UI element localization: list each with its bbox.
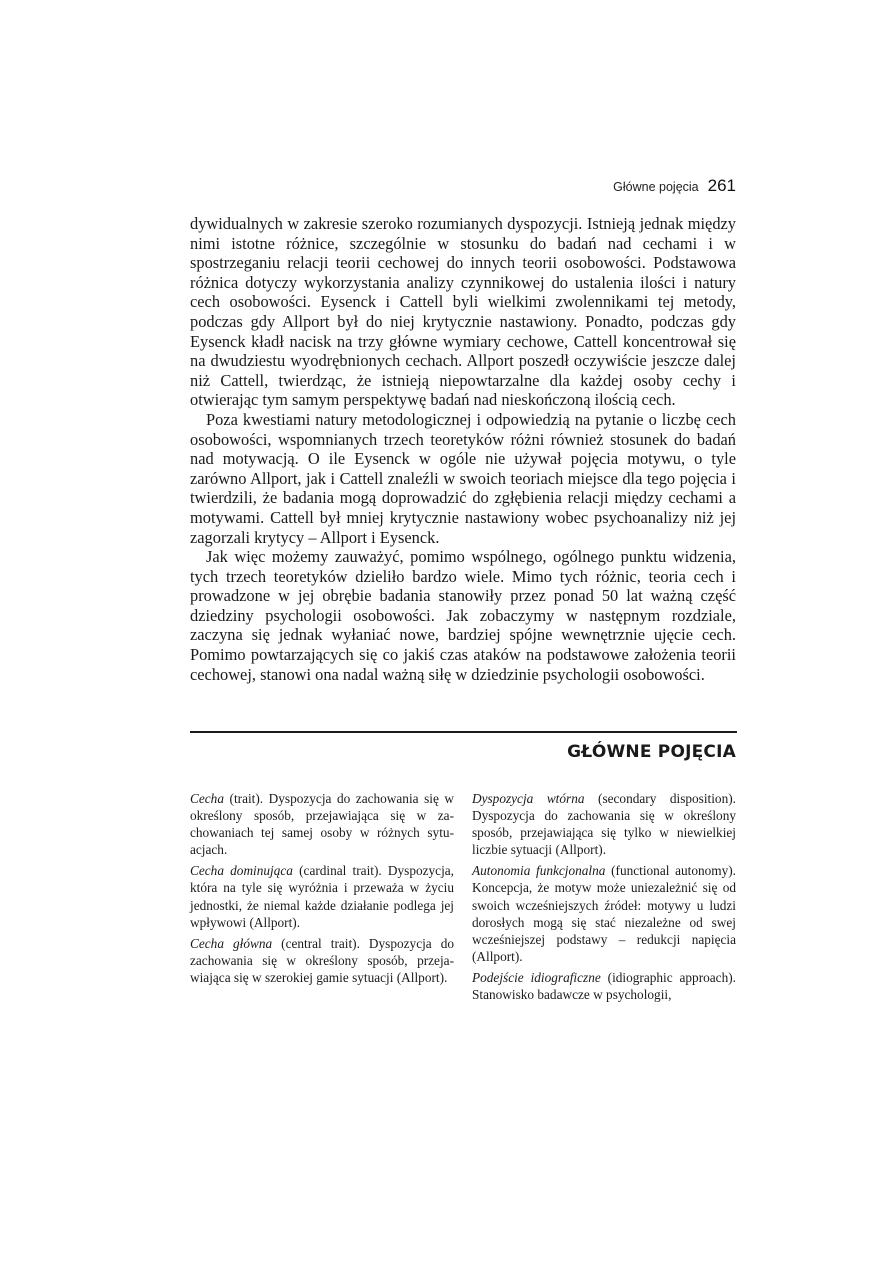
glossary-entry [472, 790, 736, 858]
body-paragraph: dywidualnych w zakresie szeroko rozumianych dyspozycji. Istnieją jednak między nimi istotne różnice, szczególnie w stosunku do badań nad cechami i w spostrzeganiu relacji teorii cechowej do innych teorii osobowości. Podstawowa różnica dotyczy wykorzystania analizy czynnikowej do ustalenia ilości i natury cech osobowości. Eysenck i Cattell byli wielkimi zwolennikami tej metody, podczas gdy Allport był do niej krytycznie nastawiony. Ponadto, podczas gdy Eysenck kładł nacisk na trzy główne wymiary cechowe, Cattell koncentrował się na dwudziestu wyodrębnionych cechach. Allport poszedł oczywiście jeszcze dalej niż Cattell, twierdząc, że istnieją niepowtarzalne dla każdej osoby cechy i otwierając tym samym perspektywę badań nad nieskończoną ilością cech. [190, 214, 736, 410]
glossary-term: Cecha główna [190, 935, 273, 951]
glossary-term: Cecha [190, 791, 224, 806]
glossary-entry [190, 862, 454, 930]
running-head-section: Główne pojęcia [613, 180, 699, 194]
glossary-term: Podejście idiograficzne [472, 969, 601, 985]
page-number: 261 [707, 176, 736, 195]
glossary-term: Cecha dominująca [190, 863, 293, 879]
body-paragraph: Poza kwestiami natury metodologicznej i odpowiedzią na pytanie o liczbę cech osobowości, wspomnianych trzech teoretyków różni również stosunek do badań nad motywacją. O ile Eysenck w ogóle nie używał pojęcia motywu, o tyle zarówno Allport, jak i Cattell znaleźli w swoich teoriach miejsce dla tego pojęcia i twierdzili, że badania mogą doprowadzić do zgłębienia relacji między cechami a motywami. Cattell był mniej krytycznie nastawiony wobec psychoanalizy niż jej zagorzali krytycy – Allport i Eysenck. [190, 409, 736, 547]
glossary-entry [472, 862, 736, 965]
glossary-definition: (secondary disposition). Dyspozycja do zachowania się w określony sposób, przejawiająca się tylko w niewielkiej liczbie sytuacji (Allport). [472, 791, 736, 858]
glossary-column-right [472, 790, 736, 1007]
glossary-heading: GŁÓWNE POJĘCIA [567, 742, 736, 762]
glossary-term: Dyspozycja wtórna [472, 791, 585, 806]
glossary-entry [190, 935, 454, 986]
glossary-definition: (cardinal trait). Dyspozycja, która na tyle się wyróżnia i przeważa w życiu jednostki, że niemal każde działanie podlega jej wpływowi (Allport). [190, 863, 454, 930]
glossary-entry [472, 969, 736, 1003]
glossary-definition: (idiographic approach). Stanowisko badawcze w psychologii, [472, 969, 736, 1003]
running-head [190, 176, 736, 196]
glossary-entry [190, 790, 454, 858]
glossary-definition: (functional autonomy). Koncepcja, że motyw może uniezależnić się od swoich wcześniejszych źródeł: motywy u ludzi dorosłych mogą się stać niezależne od swej wcześniejszej podstawy – redukcji napięcia (Allport). [472, 863, 737, 964]
glossary-term: Autonomia funkcjonalna [472, 863, 606, 879]
body-paragraph: Jak więc możemy zauważyć, pomimo wspólnego, ogólnego punktu widzenia, tych trzech teoretyków dzieliło bardzo wiele. Mimo tych różnic, teoria cech i prowadzone w jej obrębie badania stanowiły przez ponad 50 lat ważną część dziedziny psychologii osobowości. Jak zobaczymy w następnym rozdziale, zaczyna się jednak wyłaniać nowe, bardziej spójne wewnętrznie ujęcie cech. Pomimo powtarzających się co jakiś czas ataków na podstawowe założenia teorii cechowej, stanowi ona nadal ważną siłę w dziedzinie psychologii osobowości. [190, 547, 736, 684]
section-divider [190, 731, 737, 733]
glossary-column-left [190, 790, 454, 990]
glossary-definition: (trait). Dyspozycja do zachowania się w określony sposób, przejawiająca się w zachowaniach tej samej osoby w różnych sytuacjach. [190, 791, 454, 858]
glossary-definition: (central trait). Dyspozycja do zachowania się w określony sposób, przejawiająca się w szerokiej gamie sytuacji (Allport). [190, 935, 454, 985]
body-text [190, 214, 736, 684]
